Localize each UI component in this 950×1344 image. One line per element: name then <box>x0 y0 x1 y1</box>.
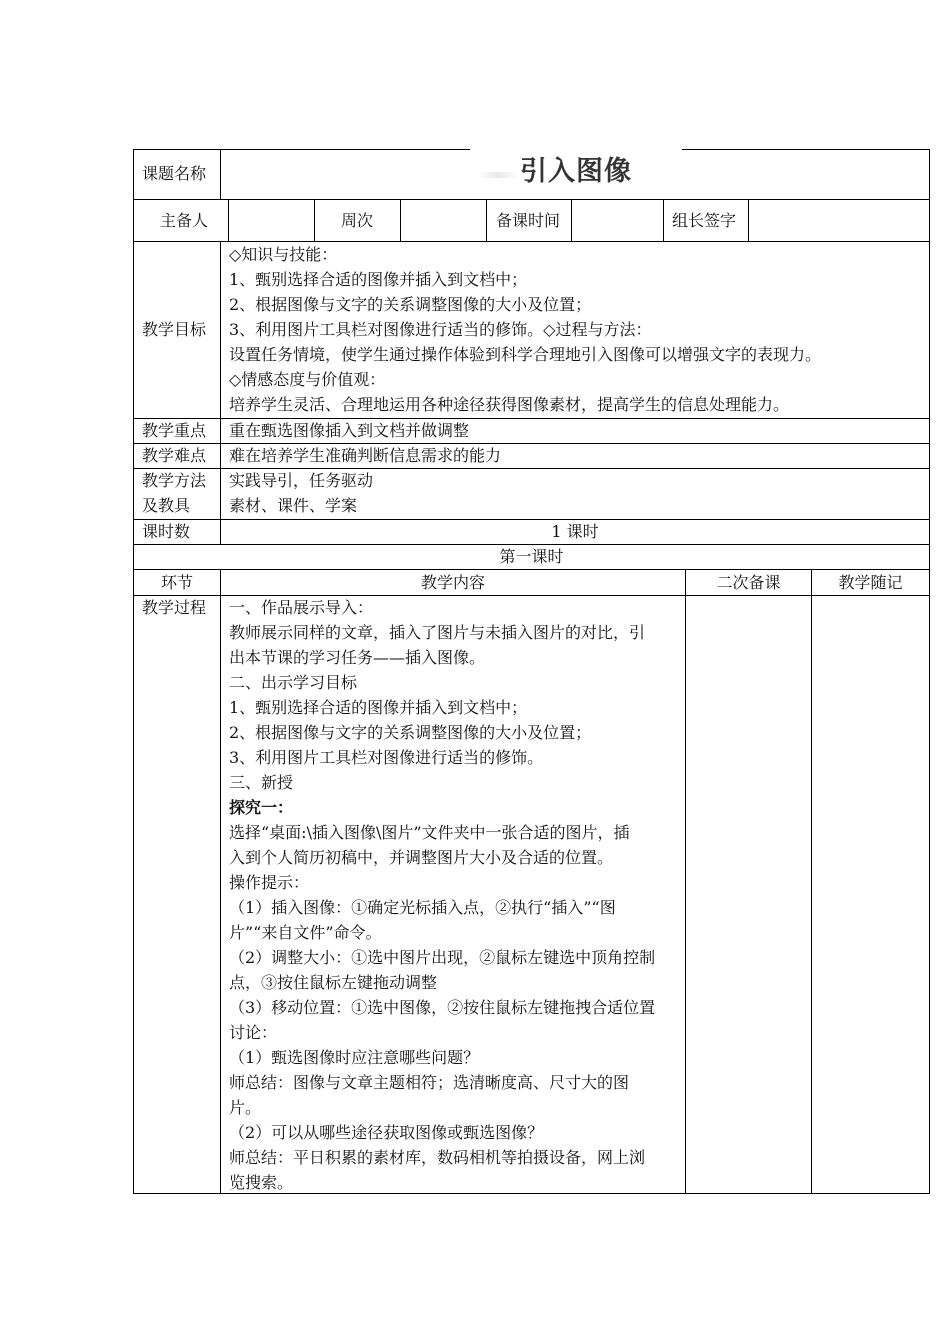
process-line: 片。 <box>229 1098 262 1117</box>
hours-label: 课时数 <box>142 522 191 541</box>
process-line: （2）调整大小：①选中图片出现，②鼠标左键选中顶角控制 <box>229 948 656 967</box>
difficulty-value: 难在培养学生准确判断信息需求的能力 <box>229 446 502 465</box>
process-line: 师总结：图像与文章主题相符；选清晰度高、尺寸大的图 <box>229 1073 630 1092</box>
week-label: 周次 <box>341 211 374 230</box>
objective-line: ◇情感态度与价值观： <box>229 370 386 389</box>
topic-label: 课题名称 <box>142 164 207 183</box>
leader-sign-label: 组长签字 <box>672 211 737 230</box>
process-line: （1）插入图像：①确定光标插入点，②执行“插入”“图 <box>229 898 616 917</box>
process-line: （3）移动位置：①选中图像，②按住鼠标左键拖拽合适位置 <box>229 998 656 1017</box>
session-title: 第一课时 <box>499 547 564 566</box>
process-line: 操作提示： <box>229 873 310 892</box>
objective-line: 设置任务情境，使学生通过操作体验到科学合理地引入图像可以增强文字的表现力。 <box>229 345 822 364</box>
process-line: （2）可以从哪些途径获取图像或甄选图像？ <box>229 1123 544 1142</box>
rule <box>400 199 401 241</box>
column-header-content: 教学内容 <box>420 573 485 592</box>
rule <box>133 149 134 1194</box>
process-line: 三、新授 <box>229 773 294 792</box>
rule <box>220 149 221 199</box>
rule <box>663 199 664 241</box>
preparer-label: 主备人 <box>160 211 209 230</box>
process-line: 入到个人简历初稿中，并调整图片大小及合适的位置。 <box>229 848 614 867</box>
difficulty-label: 教学难点 <box>142 446 207 465</box>
process-line: （1）甄选图像时应注意哪些问题？ <box>229 1048 480 1067</box>
process-line: 师总结：平日积累的素材库，数码相机等拍摄设备，网上浏 <box>229 1148 646 1167</box>
process-line: 1、甄别选择合适的图像并插入到文档中； <box>229 698 528 717</box>
process-line: 二、出示学习目标 <box>229 673 358 692</box>
rule <box>811 569 812 1194</box>
objective-line: 培养学生灵活、合理地运用各种途径获得图像素材，提高学生的信息处理能力。 <box>229 395 790 414</box>
rule <box>748 199 749 241</box>
rule <box>314 199 315 241</box>
prep-time-label: 备课时间 <box>496 211 561 230</box>
objectives-label: 教学目标 <box>142 320 207 339</box>
rule <box>133 199 930 200</box>
process-label: 教学过程 <box>142 598 207 617</box>
rule <box>228 199 229 241</box>
rule <box>220 569 221 1194</box>
key-point-label: 教学重点 <box>142 421 207 440</box>
objective-line: ◇知识与技能： <box>229 245 338 264</box>
methods-label: 教学方法 <box>142 471 207 490</box>
objective-line: 1、甄别选择合适的图像并插入到文档中； <box>229 270 528 289</box>
process-line: 一、作品展示导入： <box>229 598 374 617</box>
process-heading: 探究一： <box>229 798 294 817</box>
rule <box>571 199 572 241</box>
process-line: 讨论： <box>229 1023 278 1042</box>
process-line: 2、根据图像与文字的关系调整图像的大小及位置； <box>229 723 592 742</box>
process-line: 出本节课的学习任务——插入图像。 <box>229 648 486 667</box>
hours-value: 1 课时 <box>551 522 599 541</box>
process-line: 览搜索。 <box>229 1173 294 1192</box>
tools-value: 素材、课件、学案 <box>229 496 358 515</box>
methods-label: 及教具 <box>142 496 191 515</box>
process-line: 3、利用图片工具栏对图像进行适当的修饰。 <box>229 748 544 767</box>
column-header-second-prep: 二次备课 <box>716 573 781 592</box>
title-smudge <box>478 172 518 178</box>
lesson-title: 引入图像 <box>520 156 632 187</box>
process-line: 教师展示同样的文章，插入了图片与未插入图片的对比，引 <box>229 623 646 642</box>
objective-line: 2、根据图像与文字的关系调整图像的大小及位置； <box>229 295 592 314</box>
rule <box>220 241 221 544</box>
column-header-stage: 环节 <box>160 573 193 592</box>
column-header-notes: 教学随记 <box>838 573 903 592</box>
objective-line: 3、利用图片工具栏对图像进行适当的修饰。◇过程与方法： <box>229 320 652 339</box>
methods-value: 实践导引，任务驱动 <box>229 471 374 490</box>
rule <box>685 569 686 1194</box>
rule <box>929 149 930 1194</box>
process-line: 点，③按住鼠标左键拖动调整 <box>229 973 438 992</box>
rule <box>486 199 487 241</box>
rule <box>133 241 930 242</box>
process-line: 片”“来自文件”命令。 <box>229 923 382 942</box>
process-line: 选择“桌面:\插入图像\图片”文件夹中一张合适的图片，插 <box>229 823 630 842</box>
key-point-value: 重在甄选图像插入到文档并做调整 <box>229 421 470 440</box>
